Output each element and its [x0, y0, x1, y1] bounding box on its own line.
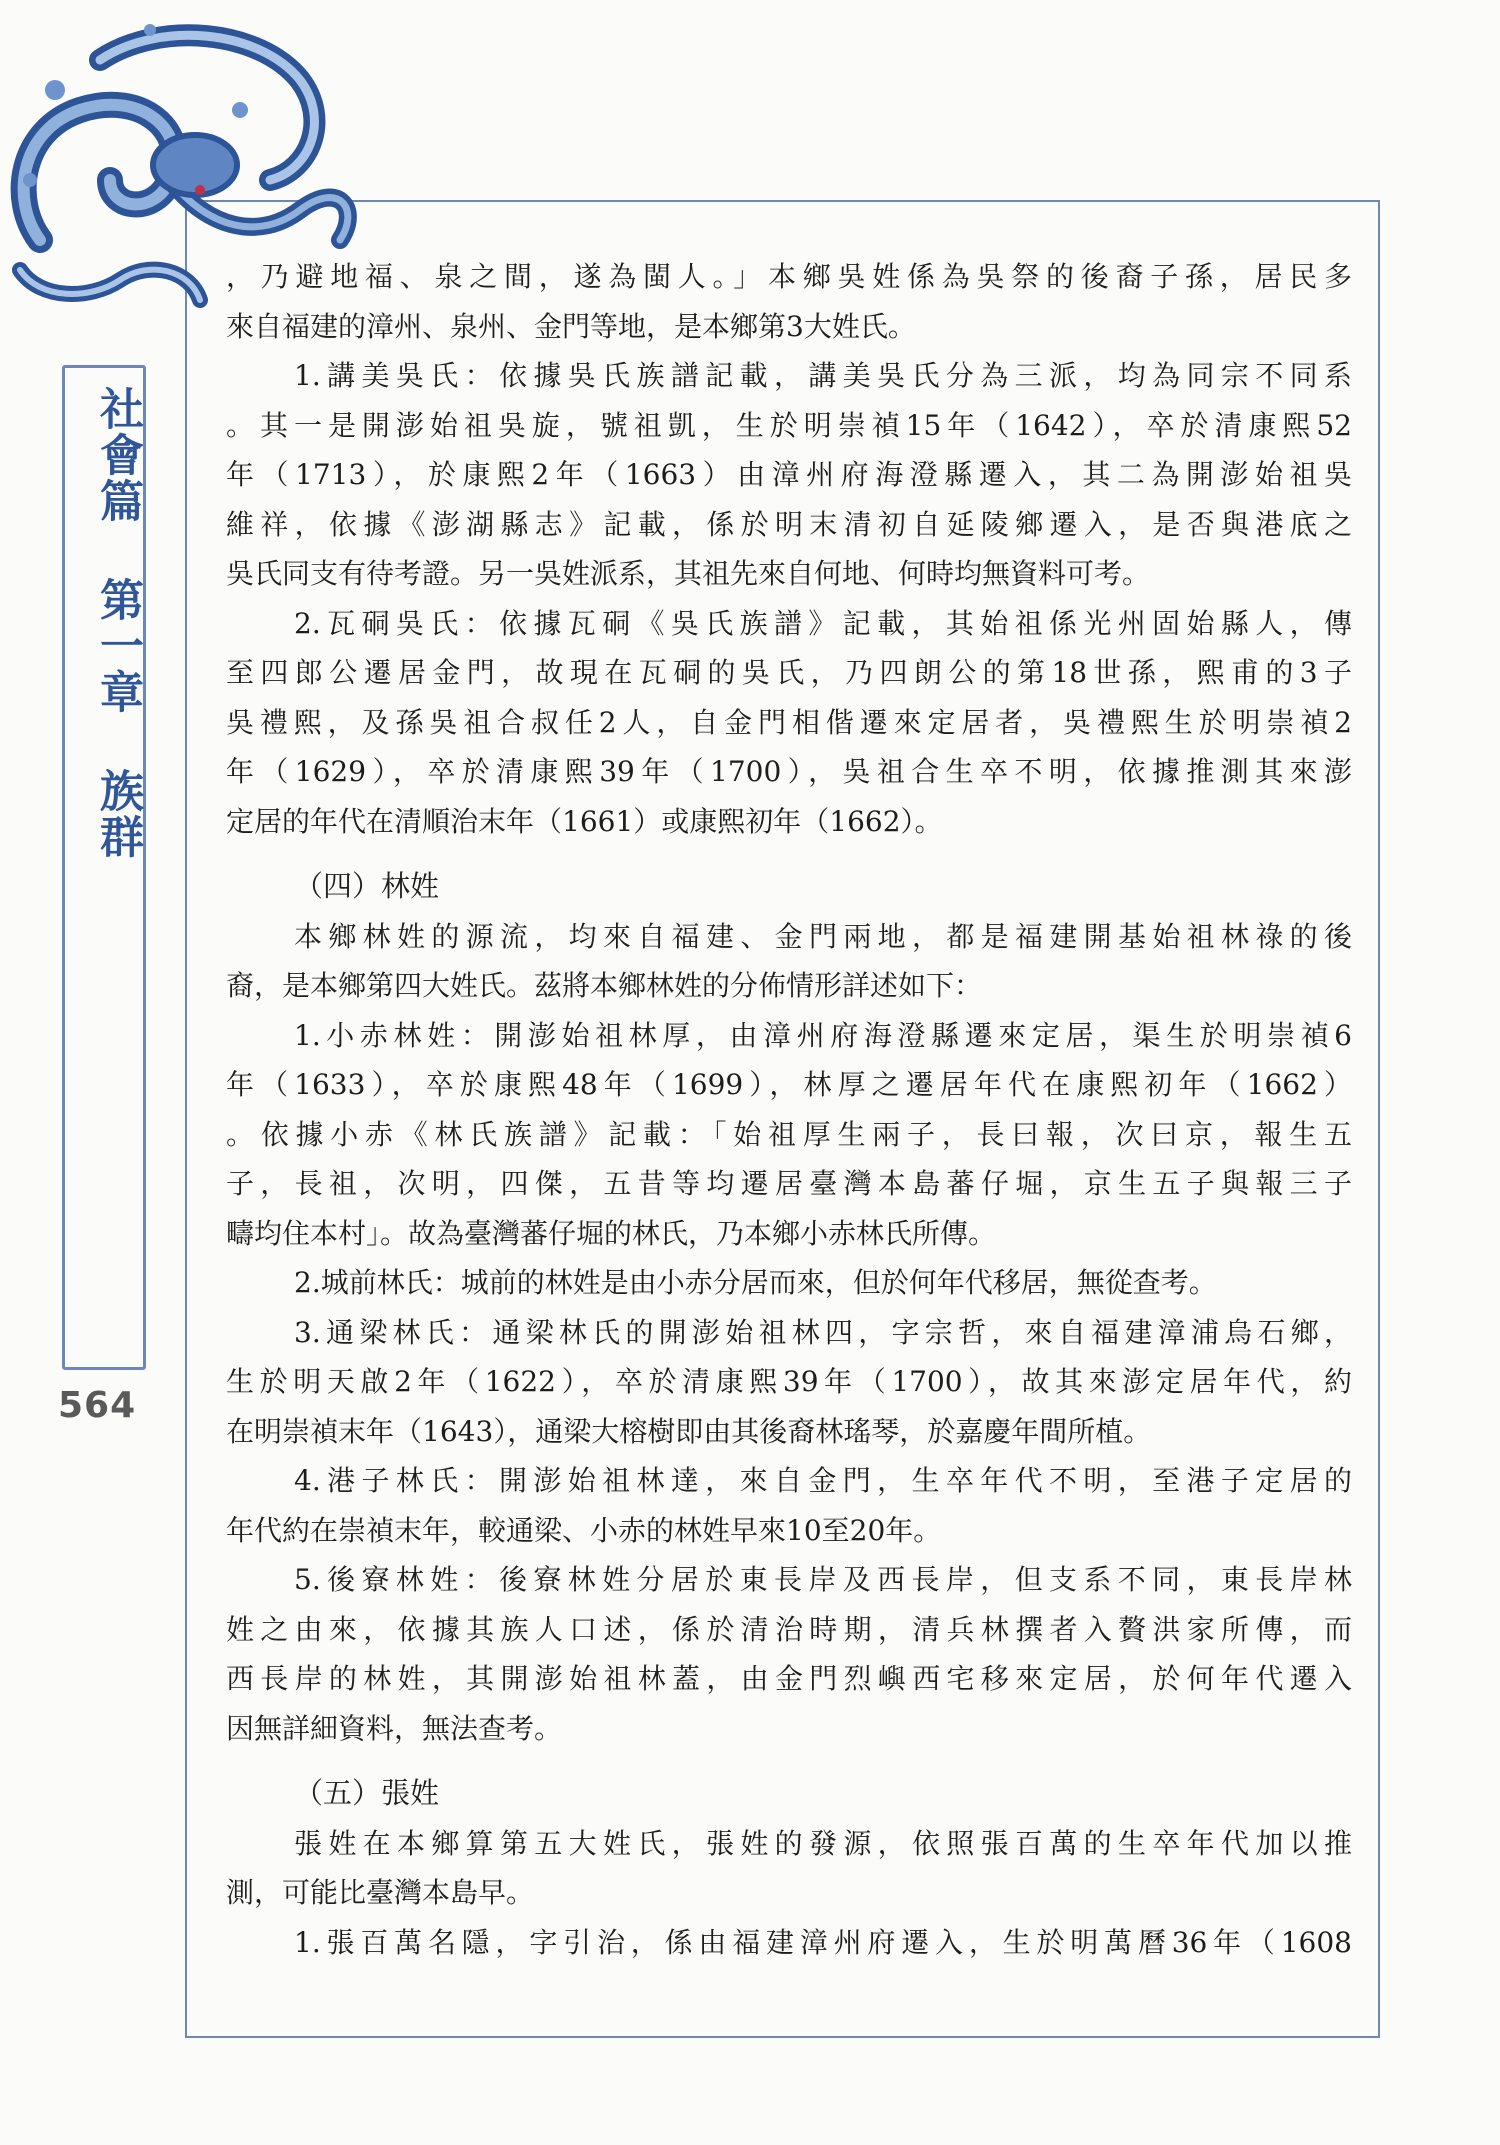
text-line: 疇均住本村」。故為臺灣蕃仔堀的林氏，乃本鄉小赤林氏所傳。 [226, 1216, 997, 1250]
chapter-side-tab [62, 365, 146, 1370]
text-line: 2.瓦硐吳氏：依據瓦硐《吳氏族譜》記載，其始祖係光州固始縣人，傳 [294, 606, 1352, 640]
text-line: 張姓在本鄉算第五大姓氏，張姓的發源，依照張百萬的生卒年代加以推 [294, 1826, 1352, 1860]
section-heading: （四）林姓 [294, 869, 440, 903]
text-line: 生於明天啟2年（1622），卒於清康熙39年（1700），故其來澎定居年代，約 [226, 1365, 1352, 1398]
text-line: 5.後寮林姓：後寮林姓分居於東長岸及西長岸，但支系不同，東長岸林 [294, 1563, 1352, 1596]
text-line: 至四郎公遷居金門，故現在瓦硐的吳氏，乃四朗公的第18世孫，熙甫的3子 [226, 656, 1352, 689]
text-line: 3.通梁林氏：通梁林氏的開澎始祖林四，字宗哲，來自福建漳浦烏石鄉， [294, 1315, 1352, 1349]
text-line: 1.張百萬名隱，字引治，係由福建漳州府遷入，生於明萬曆36年（1608 [294, 1925, 1352, 1959]
text-line: 1.講美吳氏：依據吳氏族譜記載，講美吳氏分為三派，均為同宗不同系 [294, 359, 1352, 392]
text-line: 。其一是開澎始祖吳旋，號祖凱，生於明崇禎15年（1642），卒於清康熙52 [226, 408, 1352, 442]
text-line: 定居的年代在清順治末年（1661）或康熙初年（1662）。 [226, 804, 943, 838]
text-line: 子，長祖，次明，四傑，五昔等均遷居臺灣本島蕃仔堀，京生五子與報三子 [226, 1167, 1352, 1200]
text-line: 年（1629），卒於清康熙39年（1700），吳祖合生卒不明，依據推測其來澎 [226, 755, 1352, 788]
paragraph-gap [226, 846, 1352, 862]
text-line: 裔，是本鄉第四大姓氏。茲將本鄉林姓的分佈情形詳述如下： [226, 969, 983, 1002]
text-line: 1.小赤林姓：開澎始祖林厚，由漳州府海澄縣遷來定居，渠生於明崇禎6 [294, 1018, 1352, 1052]
text-line: 年代約在崇禎末年，較通梁、小赤的林姓早來10至20年。 [226, 1513, 942, 1547]
text-line: 因無詳細資料，無法查考。 [226, 1711, 563, 1745]
text-line: 2.城前林氏：城前的林姓是由小赤分居而來，但於何年代移居，無從查考。 [294, 1266, 1217, 1299]
text-line: 年（1633），卒於康熙48年（1699），林厚之遷居年代在康熙初年（1662） [226, 1068, 1352, 1101]
text-line: 西長岸的林姓，其開澎始祖林蓋，由金門烈嶼西宅移來定居，於何年代遷入 [226, 1662, 1352, 1695]
text-line: 維祥，依據《澎湖縣志》記載，係於明末清初自延陵鄉遷入，是否與港底之 [226, 507, 1352, 541]
text-line: 吳禮熙，及孫吳祖合叔任2人，自金門相偕遷來定居者，吳禮熙生於明崇禎2 [226, 705, 1352, 739]
text-line: 吳氏同支有待考證。另一吳姓派系，其祖先來自何地、何時均無資料可考。 [226, 557, 1151, 590]
text-line: 測，可能比臺灣本島早。 [226, 1876, 535, 1909]
text-line: ，乃避地福、泉之間，遂為閩人。」本鄉吳姓係為吳祭的後裔子孫，居民多 [226, 260, 1352, 293]
text-line: 在明崇禎末年（1643），通梁大榕樹即由其後裔林瑤琴，於嘉慶年間所植。 [226, 1414, 1152, 1448]
text-line: 4.港子林氏：開澎始祖林達，來自金門，生卒年代不明，至港子定居的 [294, 1464, 1352, 1497]
body-text [226, 252, 1352, 1967]
page-number: 564 [58, 1385, 137, 1426]
text-line: 來自福建的漳州、泉州、金門等地，是本鄉第3大姓氏。 [226, 309, 916, 343]
text-line: 本鄉林姓的源流，均來自福建、金門兩地，都是福建開基始祖林祿的後 [294, 919, 1352, 953]
text-line: 年（1713），於康熙2年（1663）由漳州府海澄縣遷入，其二為開澎始祖吳 [226, 458, 1352, 491]
text-line: 。依據小赤《林氏族譜》記載：「始祖厚生兩子，長曰報，次曰京，報生五 [226, 1117, 1352, 1151]
text-line: 姓之由來，依據其族人口述，係於清治時期，清兵林撰者入贅洪家所傳，而 [226, 1612, 1352, 1646]
chapter-title: 社會篇 第一章 族群 [92, 386, 143, 860]
section-heading: （五）張姓 [294, 1776, 440, 1810]
paragraph-gap [226, 1753, 1352, 1769]
